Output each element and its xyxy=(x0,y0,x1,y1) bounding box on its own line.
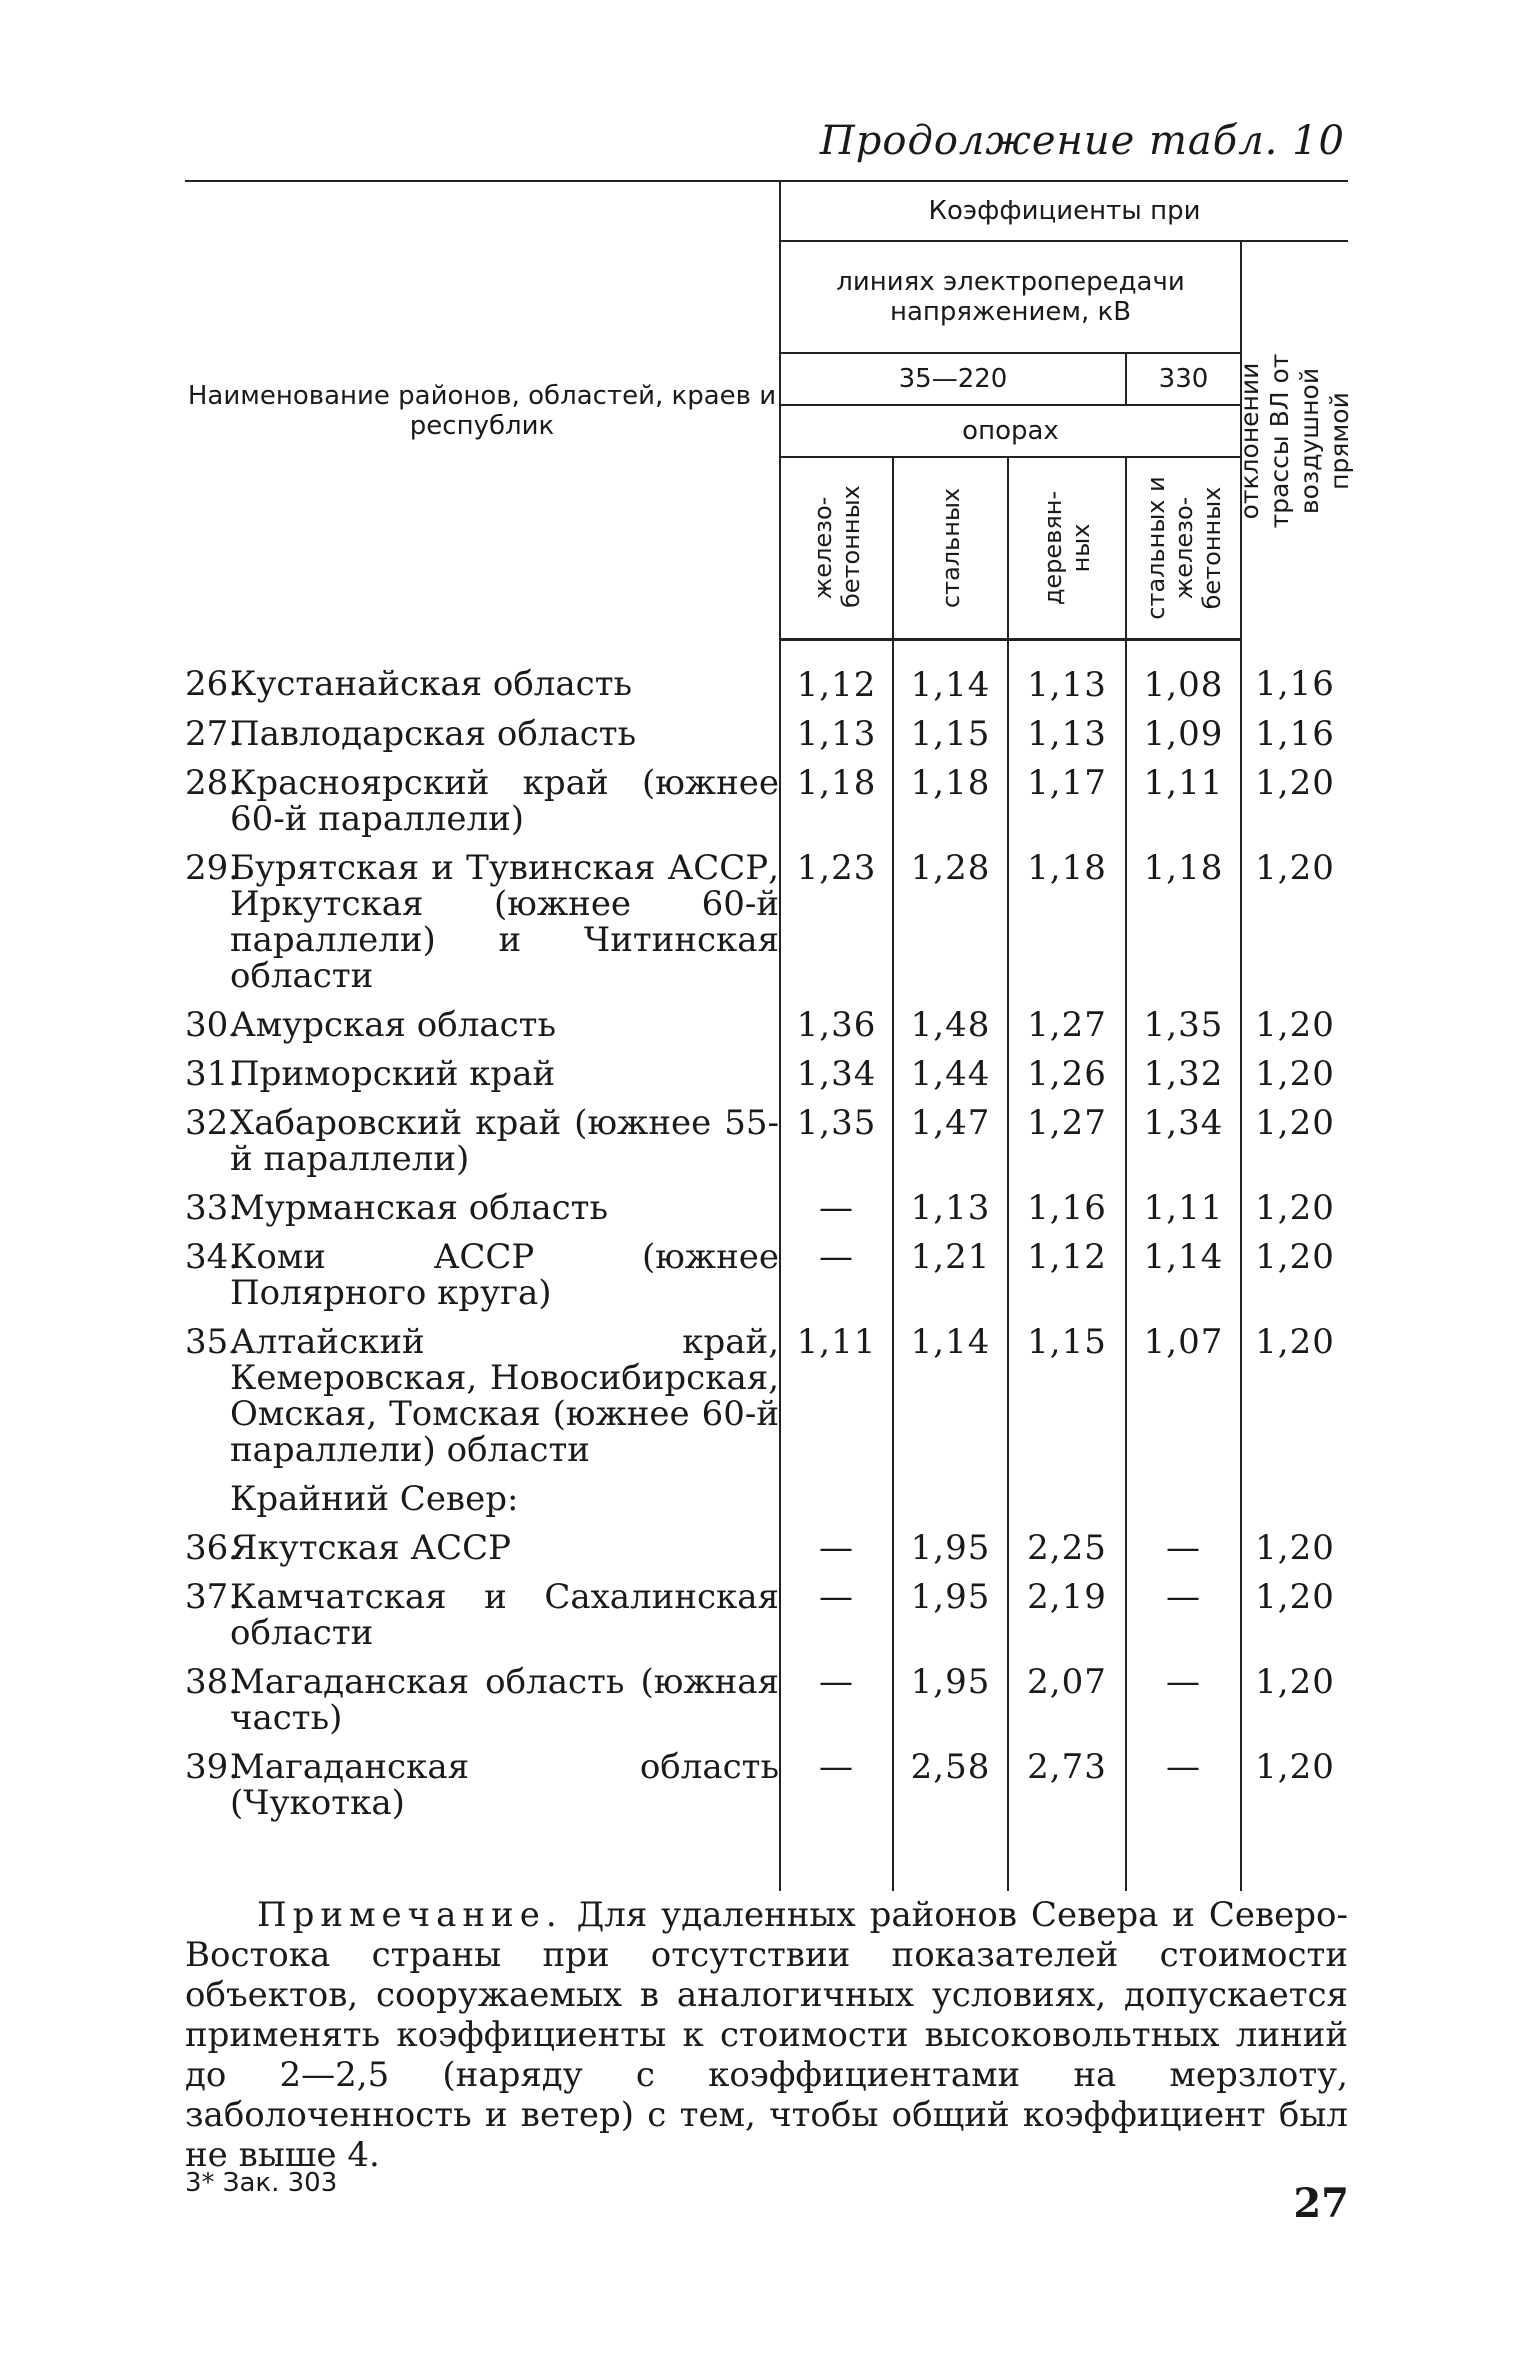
region-cell xyxy=(185,1566,780,1651)
coef-wood: 2,07 xyxy=(1008,1651,1126,1736)
table-row xyxy=(185,1092,1348,1177)
coef-steel: 1,95 xyxy=(893,1517,1008,1566)
page-number: 27 xyxy=(1293,2180,1349,2227)
row-number: 35. xyxy=(185,1322,240,1362)
coef-steel: 1,21 xyxy=(893,1226,1008,1311)
coef-ferro: 1,23 xyxy=(780,837,893,994)
region-name: Магаданская область (южная часть) xyxy=(230,1662,779,1738)
row-number: 36. xyxy=(185,1528,240,1568)
table-row xyxy=(185,640,1348,704)
coef-ferro: 1,34 xyxy=(780,1043,893,1092)
coef-deviation: 1,16 xyxy=(1241,703,1348,752)
coef-ferro: 1,35 xyxy=(780,1092,893,1177)
coef-steel: 1,14 xyxy=(893,640,1008,704)
region-name: Хабаровский край (южнее 55-й параллели) xyxy=(230,1103,779,1179)
coef-ferro: 1,18 xyxy=(780,752,893,837)
region-name: Якутская АССР xyxy=(230,1528,511,1568)
coef-steel-ferro: 1,14 xyxy=(1126,1226,1241,1311)
coefficients-header: Коэффициенты при xyxy=(780,181,1348,241)
coef-deviation: 1,20 xyxy=(1241,752,1348,837)
note-text: Для удаленных районов Севера и Северо-Востока страны при отсутствии показателей стоимости объектов, сооружаемых в аналогичных условиях, допускается применять коэффициенты к стоимости высоковольтных линий до 2—2,5 (наряду с коэффициентами на мерзлоту, заболоченность и ветер) с тем, чтобы общий коэффициент был не выше 4. xyxy=(185,1895,1348,2175)
row-number: 34. xyxy=(185,1237,240,1277)
region-name: Амурская область xyxy=(230,1005,556,1045)
table-body xyxy=(185,640,1348,1892)
table-row xyxy=(185,1043,1348,1092)
lines-header: линиях электропередачи напряжением, кВ xyxy=(780,241,1241,353)
coef-ferro: — xyxy=(780,1517,893,1566)
coef-steel-ferro: 1,08 xyxy=(1126,640,1241,704)
supports-header: опорах xyxy=(780,405,1241,457)
name-column-header: Наименование районов, областей, краев и республик xyxy=(185,181,780,640)
coef-wood: 2,25 xyxy=(1008,1517,1126,1566)
voltage-330-header: 330 xyxy=(1126,353,1241,405)
table-row xyxy=(185,1651,1348,1736)
row-number: 28. xyxy=(185,763,240,803)
coef-wood xyxy=(1008,1468,1126,1517)
coef-deviation xyxy=(1241,1468,1348,1517)
coef-deviation: 1,20 xyxy=(1241,1043,1348,1092)
coef-ferro: 1,11 xyxy=(780,1311,893,1468)
coef-deviation: 1,20 xyxy=(1241,1517,1348,1566)
coef-deviation: 1,20 xyxy=(1241,1311,1348,1468)
region-name: Коми АССР (южнее Полярного круга) xyxy=(230,1237,779,1313)
coef-ferro xyxy=(780,1468,893,1517)
region-name: Алтайский край, Кемеровская, Новосибирская, Омская, Томская (южнее 60-й параллели) области xyxy=(230,1322,779,1470)
coef-steel: 1,48 xyxy=(893,994,1008,1043)
coef-steel-ferro: — xyxy=(1126,1651,1241,1736)
coef-steel-ferro: — xyxy=(1126,1736,1241,1891)
coef-wood: 1,12 xyxy=(1008,1226,1126,1311)
coef-ferro: — xyxy=(780,1736,893,1891)
coef-deviation: 1,20 xyxy=(1241,1177,1348,1226)
coef-wood: 2,19 xyxy=(1008,1566,1126,1651)
deviation-header xyxy=(1235,241,1355,640)
steel-header xyxy=(893,457,1008,640)
coef-deviation: 1,16 xyxy=(1241,640,1348,704)
region-cell xyxy=(185,1177,780,1226)
row-number: 29. xyxy=(185,848,240,888)
coef-wood: 2,73 xyxy=(1008,1736,1126,1891)
coef-steel: 1,95 xyxy=(893,1651,1008,1736)
voltage-35-220-header: 35—220 xyxy=(780,353,1126,405)
region-name: Камчатская и Сахалинская области xyxy=(230,1577,779,1653)
table-row xyxy=(185,1177,1348,1226)
table-row xyxy=(185,994,1348,1043)
coef-wood: 1,17 xyxy=(1008,752,1126,837)
print-order: 3* Зак. 303 xyxy=(185,2168,338,2198)
region-cell xyxy=(185,1092,780,1177)
table-row xyxy=(185,1566,1348,1651)
coef-steel: 1,14 xyxy=(893,1311,1008,1468)
coef-steel: 1,15 xyxy=(893,703,1008,752)
region-cell xyxy=(185,752,780,837)
coef-steel-ferro xyxy=(1126,1468,1241,1517)
row-number: 26. xyxy=(185,663,240,704)
coef-wood: 1,13 xyxy=(1008,640,1126,704)
region-cell xyxy=(185,1311,780,1468)
row-number: 31. xyxy=(185,1054,240,1094)
coef-ferro: 1,13 xyxy=(780,703,893,752)
deviation-header-text: отклонении трассы ВЛ от воздушной прямой xyxy=(1235,353,1355,529)
row-number: 33. xyxy=(185,1188,240,1228)
coef-deviation: 1,20 xyxy=(1241,1736,1348,1891)
region-cell xyxy=(185,1651,780,1736)
region-cell xyxy=(185,703,780,752)
table-row xyxy=(185,1517,1348,1566)
coef-wood: 1,27 xyxy=(1008,1092,1126,1177)
coef-deviation: 1,20 xyxy=(1241,1092,1348,1177)
steel-ferro-header-text: стальных и железо-бетонных xyxy=(1141,476,1226,620)
coef-deviation: 1,20 xyxy=(1241,994,1348,1043)
region-name: Павлодарская область xyxy=(230,714,637,754)
coef-steel-ferro: 1,34 xyxy=(1126,1092,1241,1177)
coef-ferro: 1,36 xyxy=(780,994,893,1043)
coef-steel: 1,47 xyxy=(893,1092,1008,1177)
row-number: 30. xyxy=(185,1005,240,1045)
coef-deviation: 1,20 xyxy=(1241,1566,1348,1651)
coef-wood: 1,26 xyxy=(1008,1043,1126,1092)
coef-wood: 1,16 xyxy=(1008,1177,1126,1226)
table-row xyxy=(185,1468,1348,1517)
coef-wood: 1,13 xyxy=(1008,703,1126,752)
coef-steel-ferro: 1,11 xyxy=(1126,1177,1241,1226)
region-cell xyxy=(185,837,780,994)
table-row xyxy=(185,752,1348,837)
region-cell xyxy=(185,1226,780,1311)
row-number: 37. xyxy=(185,1577,240,1617)
table-caption: Продолжение табл. 10 xyxy=(819,118,1345,164)
coef-steel: 1,28 xyxy=(893,837,1008,994)
ferro-header-text: железо-бетонных xyxy=(808,485,865,608)
coef-wood: 1,18 xyxy=(1008,837,1126,994)
coef-steel-ferro: 1,11 xyxy=(1126,752,1241,837)
coef-ferro: — xyxy=(780,1566,893,1651)
coef-steel: 1,13 xyxy=(893,1177,1008,1226)
row-number: 32. xyxy=(185,1103,240,1143)
coef-ferro: 1,12 xyxy=(780,640,893,704)
coef-deviation: 1,20 xyxy=(1241,837,1348,994)
region-cell xyxy=(185,994,780,1043)
wood-header xyxy=(1008,457,1126,640)
coef-steel-ferro: 1,07 xyxy=(1126,1311,1241,1468)
ferro-header xyxy=(780,457,893,640)
table-row xyxy=(185,703,1348,752)
row-number: 39. xyxy=(185,1747,240,1787)
coef-steel-ferro: 1,32 xyxy=(1126,1043,1241,1092)
region-name: Приморский край xyxy=(230,1054,556,1094)
coef-wood: 1,15 xyxy=(1008,1311,1126,1468)
coef-steel: 1,44 xyxy=(893,1043,1008,1092)
steel-ferro-header xyxy=(1126,457,1241,640)
note-label: Примечание. xyxy=(257,1895,563,1935)
table-row xyxy=(185,837,1348,994)
region-name: Крайний Север: xyxy=(230,1479,519,1519)
row-number: 38. xyxy=(185,1662,240,1702)
table-row xyxy=(185,1226,1348,1311)
coef-steel-ferro: 1,18 xyxy=(1126,837,1241,994)
coef-steel: 2,58 xyxy=(893,1736,1008,1891)
table-row xyxy=(185,1311,1348,1468)
coef-steel: 1,18 xyxy=(893,752,1008,837)
region-name: Мурманская область xyxy=(230,1188,608,1228)
region-name: Бурятская и Тувинская АССР, Иркутская (южнее 60-й параллели) и Читинская области xyxy=(230,848,779,996)
note-paragraph xyxy=(185,1895,1348,2175)
region-cell xyxy=(185,1517,780,1566)
coefficients-table xyxy=(185,180,1355,1891)
row-number: 27. xyxy=(185,714,240,754)
region-cell xyxy=(185,1043,780,1092)
coef-steel-ferro: 1,09 xyxy=(1126,703,1241,752)
table-row xyxy=(185,1736,1348,1891)
coef-steel-ferro: — xyxy=(1126,1517,1241,1566)
coef-deviation: 1,20 xyxy=(1241,1226,1348,1311)
row-number xyxy=(185,1481,230,1517)
region-cell xyxy=(185,1736,780,1891)
coef-ferro: — xyxy=(780,1226,893,1311)
region-name: Магаданская область (Чукотка) xyxy=(230,1747,779,1823)
coef-steel xyxy=(893,1468,1008,1517)
coef-deviation: 1,20 xyxy=(1241,1651,1348,1736)
coef-ferro: — xyxy=(780,1651,893,1736)
region-cell xyxy=(185,1468,780,1517)
coef-ferro: — xyxy=(780,1177,893,1226)
wood-header-text: деревян-ных xyxy=(1039,490,1095,606)
region-name: Красноярский край (южнее 60-й параллели) xyxy=(230,763,779,839)
coef-steel-ferro: — xyxy=(1126,1566,1241,1651)
coef-wood: 1,27 xyxy=(1008,994,1126,1043)
steel-header-text: стальных xyxy=(936,487,965,609)
coef-steel: 1,95 xyxy=(893,1566,1008,1651)
region-name: Кустанайская область xyxy=(230,663,633,704)
region-cell xyxy=(185,640,780,704)
coef-steel-ferro: 1,35 xyxy=(1126,994,1241,1043)
